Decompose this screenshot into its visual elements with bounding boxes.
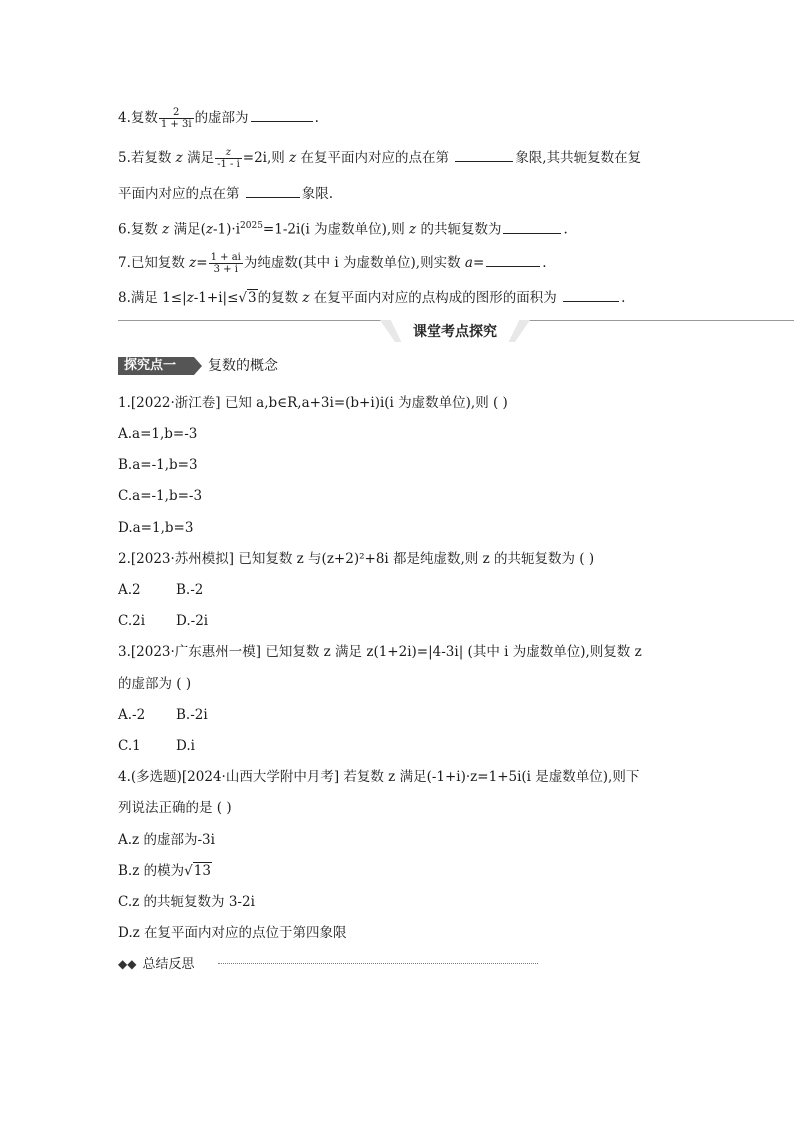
problem-4-option-d: D.z 在复平面内对应的点位于第四象限 xyxy=(118,925,347,941)
section-tag: 探究点一 xyxy=(118,357,194,375)
answer-blank[interactable] xyxy=(246,185,300,198)
problem-4-option-a: A.z 的虚部为-3i xyxy=(118,832,215,848)
fraction: $\frac{1 + ai}{3 + i}$ xyxy=(210,252,241,275)
problem-2-option-b: B.-2 xyxy=(176,582,204,598)
question-5: 5.若复数 z 满足 $\frac{z}{-1 - i}$ =2i,则 z 在复平面内对应的点在第 象限,其共轭复数在复 xyxy=(118,147,642,170)
answer-blank[interactable] xyxy=(503,221,561,234)
sqrt-symbol: √13 xyxy=(184,863,211,879)
question-4: 4.复数 $\frac{2}{1 + 3i}$ 的虚部为 . xyxy=(118,107,319,130)
problem-3-stem-line-2: 的虚部为 ( ) xyxy=(118,676,192,692)
problem-3-option-d: D.i xyxy=(176,738,195,754)
tag-tail xyxy=(194,357,202,375)
problem-2-stem: 2.[2023·苏州模拟] 已知复数 z 与(z+2)²+8i 都是纯虚数,则 z 的共轭复数为 ( ) xyxy=(118,551,595,567)
answer-blank[interactable] xyxy=(455,149,513,162)
dotted-rule xyxy=(218,963,538,964)
diamond-icon: ◆◆ xyxy=(118,957,137,971)
section-title: 复数的概念 xyxy=(208,358,278,374)
fraction: $\frac{2}{1 + 3i}$ xyxy=(160,107,192,130)
answer-blank[interactable] xyxy=(486,254,540,267)
problem-2-option-d: D.-2i xyxy=(176,613,209,629)
question-7: 7.已知复数 z= $\frac{1 + ai}{3 + i}$ 为纯虚数(其中 i 为虚数单位),则实数 a= . xyxy=(118,252,547,275)
problem-3-option-c: C.1 xyxy=(118,738,141,754)
problem-3-option-b: B.-2i xyxy=(176,707,208,723)
fraction: $\frac{z}{-1 - i}$ xyxy=(217,147,240,170)
problem-3-option-a: A.-2 xyxy=(118,707,146,723)
problem-4-option-c: C.z 的共轭复数为 3-2i xyxy=(118,894,255,910)
answer-blank[interactable] xyxy=(563,289,619,302)
problem-1-stem: 1.[2022·浙江卷] 已知 a,b∈R,a+3i=(b+i)i(i 为虚数单位),则 ( ) xyxy=(118,395,508,411)
problem-3-stem: 3.[2023·广东惠州一模] 已知复数 z 满足 z(1+2i)=|4-3i| (其中 i 为虚数单位),则复数 z xyxy=(118,644,642,660)
problem-1-option-b: B.a=-1,b=3 xyxy=(118,457,198,473)
question-8: 8.满足 1≤|z-1+i|≤√3的复数 z 在复平面内对应的点构成的图形的面积为 . xyxy=(118,290,626,306)
banner-title: 课堂考点探究 xyxy=(413,324,497,340)
problem-4-stem: 4.(多选题)[2024·山西大学附中月考] 若复数 z 满足(-1+i)·z=1+5i(i 是虚数单位),则下 xyxy=(118,769,640,785)
problem-2-option-c: C.2i xyxy=(118,613,146,629)
summary-section xyxy=(118,954,194,975)
sqrt-symbol: √3 xyxy=(238,290,257,306)
problem-1-option-a: A.a=1,b=-3 xyxy=(118,426,198,442)
answer-blank[interactable] xyxy=(251,109,313,122)
question-6: 6.复数 z 满足$(z-1)\cdot i^{2025}=1-2i(i$ 为虚数单位),则 z 的共轭复数为 . xyxy=(118,221,568,238)
section-banner xyxy=(380,320,530,342)
question-5-line-2: 平面内对应的点在第 象限. xyxy=(118,186,334,202)
problem-1-option-c: C.a=-1,b=-3 xyxy=(118,488,203,504)
problem-1-option-d: D.a=1,b=3 xyxy=(118,520,194,536)
problem-2-option-a: A.2 xyxy=(118,582,141,598)
problem-4-option-b: B.z 的模为√13 xyxy=(118,863,211,879)
summary-label: 总结反思 xyxy=(142,957,195,972)
problem-4-stem-line-2: 列说法正确的是 ( ) xyxy=(118,800,232,816)
